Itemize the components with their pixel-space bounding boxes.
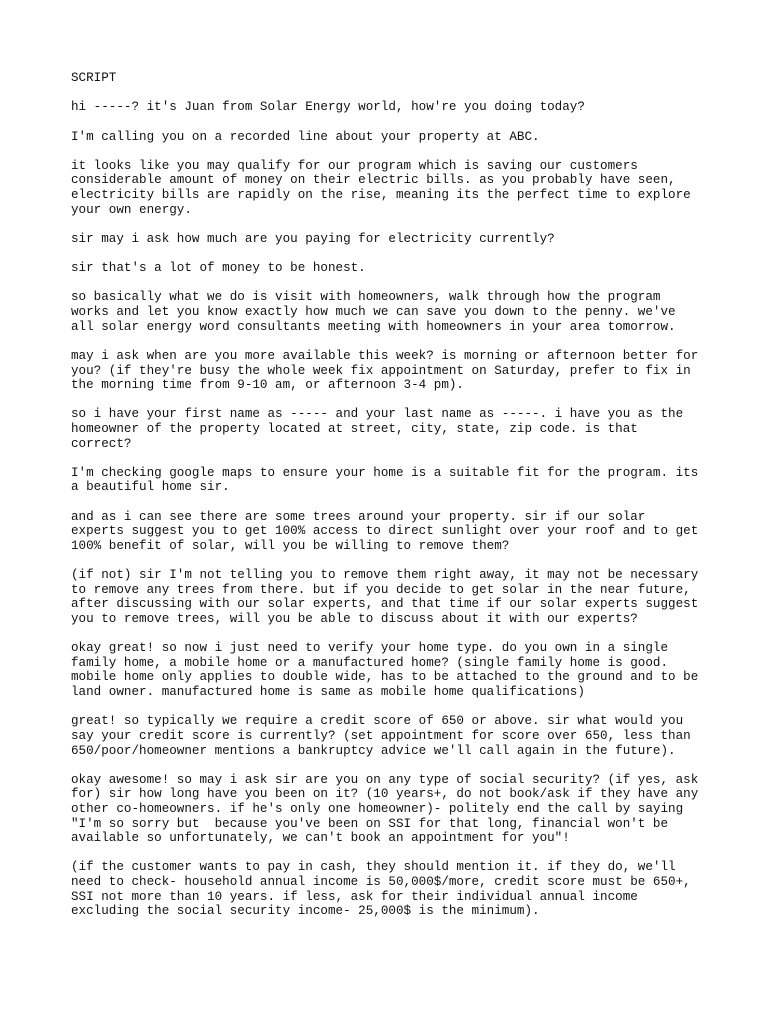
text-line: sir may i ask how much are you paying for electricity currently? (71, 231, 555, 246)
text-line: experts suggest you to get 100% access to direct sunlight over your roof and to get (71, 524, 699, 539)
script-paragraph (71, 232, 711, 247)
text-line: correct? (71, 436, 132, 451)
text-line: need to check- household annual income is 50,000$/more, credit score must be 650+, (71, 875, 691, 890)
document-body (71, 100, 711, 919)
script-paragraph (71, 290, 711, 334)
text-line: (if not) sir I'm not telling you to remove them right away, it may not be necessary (71, 568, 699, 583)
text-line: say your credit score is currently? (set appointment for score over 650, less than (71, 728, 691, 743)
text-line: may i ask when are you more available this week? is morning or afternoon better for (71, 348, 699, 363)
script-paragraph (71, 860, 711, 918)
script-paragraph (71, 466, 711, 495)
script-paragraph (71, 714, 711, 758)
text-line: your own energy. (71, 202, 192, 217)
text-line: the morning time from 9-10 am, or afternoon 3-4 pm). (71, 378, 464, 393)
text-line: okay great! so now i just need to verify your home type. do you own in a single (71, 641, 669, 656)
text-line: 100% benefit of solar, will you be willing to remove them? (71, 538, 510, 553)
text-line: after discussing with our solar experts, and that time if our solar experts suggest (71, 597, 699, 612)
text-line: okay awesome! so may i ask sir are you on any type of social security? (if yes, ask (71, 772, 699, 787)
text-line: so i have your first name as ----- and your last name as -----. i have you as the (71, 407, 684, 422)
text-line: available so unfortunately, we can't book an appointment for you"! (71, 831, 570, 846)
text-line: 650/poor/homeowner mentions a bankruptcy advice we'll call again in the future). (71, 743, 676, 758)
text-line: you to remove trees, will you be able to discuss about it with our experts? (71, 612, 638, 626)
text-line: other co-homeowners. if he's only one homeowner)- politely end the call by saying (71, 802, 684, 816)
script-paragraph (71, 130, 711, 145)
text-line: so basically what we do is visit with homeowners, walk through how the program (71, 290, 661, 305)
document-page (71, 71, 711, 934)
text-line: it looks like you may qualify for our program which is saving our customers (71, 158, 638, 173)
text-line: family home, a mobile home or a manufactured home? (single family home is good. (71, 655, 669, 670)
text-line: excluding the social security income- 25,000$ is the minimum). (71, 904, 540, 919)
text-line: sir that's a lot of money to be honest. (71, 261, 366, 276)
script-paragraph (71, 100, 711, 115)
text-line: I'm checking google maps to ensure your home is a suitable fit for the program. its (71, 465, 699, 480)
text-line: a beautiful home sir. (71, 480, 230, 495)
script-paragraph (71, 773, 711, 846)
text-line: electricity bills are rapidly on the rise, meaning its the perfect time to explore (71, 188, 691, 203)
text-line: I'm calling you on a recorded line about your property at ABC. (71, 129, 540, 144)
text-line: great! so typically we require a credit score of 650 or above. sir what would you (71, 714, 684, 729)
document-title: SCRIPT (71, 71, 117, 85)
script-paragraph (71, 261, 711, 276)
text-line: hi -----? it's Juan from Solar Energy world, how're you doing today? (71, 100, 585, 115)
text-line: works and let you know exactly how much we can save you down to the penny. we've (71, 305, 676, 320)
text-line: (if the customer wants to pay in cash, they should mention it. if they do, we'll (71, 860, 676, 875)
script-paragraph (71, 349, 711, 393)
text-line: homeowner of the property located at street, city, state, zip code. is that (71, 422, 638, 436)
script-paragraph (71, 641, 711, 699)
text-line: for) sir how long have you been on it? (10 years+, do not book/ask if they have any (71, 787, 699, 802)
text-line: "I'm so sorry but because you've been on SSI for that long, financial won't be (71, 816, 669, 831)
script-paragraph (71, 159, 711, 217)
text-line: SSI not more than 10 years. if less, ask for their individual annual income (71, 889, 638, 904)
text-line: considerable amount of money on their electric bills. as you probably have seen, (71, 173, 676, 188)
text-line: to remove any trees from there. but if you decide to get solar in the near future, (71, 582, 691, 597)
script-paragraph (71, 407, 711, 451)
text-line: all solar energy word consultants meeting with homeowners in your area tomorrow. (71, 319, 676, 334)
script-paragraph (71, 568, 711, 626)
script-paragraph (71, 510, 711, 554)
text-line: and as i can see there are some trees around your property. sir if our solar (71, 509, 646, 524)
text-line: you? (if they're busy the whole week fix appointment on Saturday, prefer to fix in (71, 363, 691, 378)
text-line: mobile home only applies to double wide, has to be attached to the ground and to be (71, 670, 699, 685)
text-line: land owner. manufactured home is same as mobile home qualifications) (71, 685, 585, 700)
